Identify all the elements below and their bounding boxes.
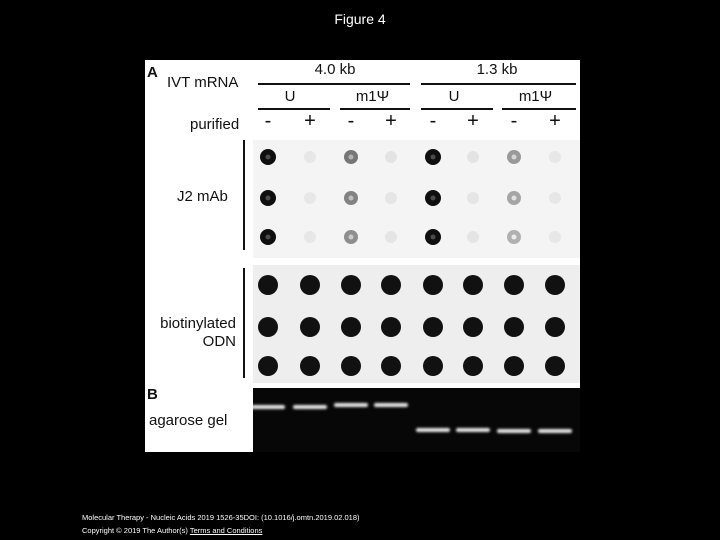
copyright-text: Copyright © 2019 The Author(s)	[82, 526, 188, 535]
odn-label-line2: ODN	[202, 333, 236, 350]
odn-dot	[545, 317, 565, 337]
j2-dot-blot	[253, 140, 580, 258]
agarose-gel-label: agarose gel	[149, 412, 228, 429]
gel-band	[456, 428, 490, 432]
odn-dot	[381, 275, 401, 295]
j2-dot-center	[349, 155, 354, 160]
odn-dot	[258, 356, 278, 376]
j2-dot	[467, 192, 479, 204]
odn-dot	[300, 317, 320, 337]
odn-dot	[423, 275, 443, 295]
j2-dot	[549, 192, 561, 204]
purified-sign: -	[510, 110, 518, 132]
j2-dot	[549, 151, 561, 163]
gel-band	[497, 429, 531, 433]
odn-dot-blot	[253, 265, 580, 383]
odn-dot	[545, 356, 565, 376]
odn-dot	[423, 317, 443, 337]
gel-band	[253, 405, 285, 409]
odn-label-line1: biotinylated	[160, 315, 236, 332]
j2-dot-center	[266, 155, 271, 160]
odn-dot	[504, 275, 524, 295]
gel-band	[334, 403, 368, 407]
j2-dot	[467, 151, 479, 163]
odn-dot	[423, 356, 443, 376]
odn-dot	[381, 356, 401, 376]
ivt-mrna-label: IVT mRNA	[167, 74, 239, 91]
gel-band	[416, 428, 450, 432]
purified-sign: +	[467, 110, 479, 132]
purified-sign: -	[264, 110, 272, 132]
purified-label: purified	[190, 116, 240, 133]
odn-dot	[258, 275, 278, 295]
j2-dot	[304, 192, 316, 204]
group-line-1kb	[421, 83, 576, 85]
odn-dot	[381, 317, 401, 337]
j2-dot-center	[512, 196, 517, 201]
j2-dot-center	[266, 196, 271, 201]
j2-dot	[549, 231, 561, 243]
nucleoside-u-4kb: U	[284, 88, 296, 105]
figure-title: Figure 4	[334, 11, 386, 27]
odn-dot	[504, 356, 524, 376]
gel-band	[538, 429, 572, 433]
purified-sign: +	[549, 110, 561, 132]
size-header-1kb: 1.3 kb	[476, 61, 518, 78]
j2-dot-center	[266, 235, 271, 240]
j2-dot	[385, 231, 397, 243]
panel-b-label: B	[147, 386, 158, 403]
j2-dot-center	[349, 196, 354, 201]
j2-bracket	[243, 140, 245, 250]
purified-sign: +	[385, 110, 397, 132]
odn-dot	[341, 317, 361, 337]
j2-dot	[467, 231, 479, 243]
j2-dot	[304, 231, 316, 243]
purified-sign: -	[429, 110, 437, 132]
copyright-line	[82, 526, 262, 535]
gel-band	[293, 405, 327, 409]
nucleoside-m1psi-1kb: m1Ψ	[518, 88, 553, 105]
odn-dot	[341, 356, 361, 376]
purified-sign: +	[304, 110, 316, 132]
nucleoside-m1psi-4kb: m1Ψ	[355, 88, 390, 105]
odn-dot	[341, 275, 361, 295]
j2-dot	[304, 151, 316, 163]
odn-dot	[463, 356, 483, 376]
odn-dot	[300, 356, 320, 376]
odn-bracket	[243, 268, 245, 378]
odn-dot	[504, 317, 524, 337]
citation-text: Molecular Therapy - Nucleic Acids 2019 1526-35DOI: (10.1016/j.omtn.2019.02.018)	[82, 513, 360, 522]
odn-dot	[463, 275, 483, 295]
odn-dot	[463, 317, 483, 337]
odn-dot	[300, 275, 320, 295]
j2-dot-center	[431, 155, 436, 160]
figure-panel	[145, 60, 580, 452]
group-line-4kb	[258, 83, 410, 85]
nucleoside-u-1kb: U	[448, 88, 460, 105]
odn-dot	[545, 275, 565, 295]
j2-mab-label: J2 mAb	[177, 188, 228, 205]
terms-link[interactable]: Terms and Conditions	[189, 526, 263, 535]
agarose-gel-image	[253, 388, 580, 452]
purified-sign: -	[347, 110, 355, 132]
j2-dot-center	[349, 235, 354, 240]
j2-dot-center	[431, 196, 436, 201]
odn-dot	[258, 317, 278, 337]
panel-a-label: A	[147, 64, 158, 81]
size-header-4kb: 4.0 kb	[314, 61, 356, 78]
j2-dot	[385, 192, 397, 204]
j2-dot-center	[431, 235, 436, 240]
j2-dot-center	[512, 155, 517, 160]
j2-dot-center	[512, 235, 517, 240]
j2-dot	[385, 151, 397, 163]
gel-band	[374, 403, 408, 407]
